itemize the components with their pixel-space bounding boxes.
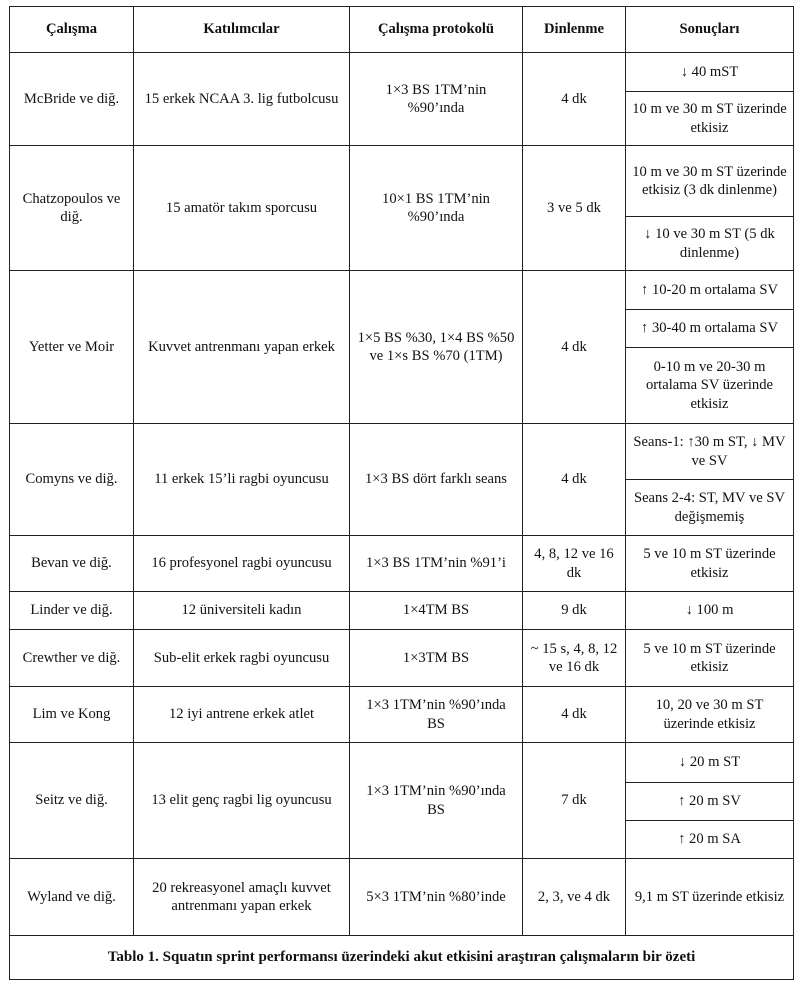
result-cell: ↓ 20 m ST bbox=[626, 743, 794, 783]
protocol-cell: 1×3 1TM’nin %90’ında BS bbox=[350, 743, 523, 859]
table-row bbox=[10, 424, 794, 480]
protocol-cell: 1×3 1TM’nin %90’ında BS bbox=[350, 687, 523, 743]
header-participants: Katılımcılar bbox=[134, 7, 350, 53]
header-study: Çalışma bbox=[10, 7, 134, 53]
table-row bbox=[10, 687, 794, 743]
rest-cell: 4 dk bbox=[523, 271, 626, 424]
participants-cell: Sub-elit erkek ragbi oyuncusu bbox=[134, 630, 350, 687]
table-row bbox=[10, 53, 794, 92]
result-cell: ↑ 10-20 m ortalama SV bbox=[626, 271, 794, 310]
caption-row bbox=[10, 936, 794, 980]
study-cell: Bevan ve diğ. bbox=[10, 536, 134, 592]
participants-cell: 11 erkek 15’li ragbi oyuncusu bbox=[134, 424, 350, 536]
participants-cell: 16 profesyonel ragbi oyuncusu bbox=[134, 536, 350, 592]
rest-cell: 4 dk bbox=[523, 424, 626, 536]
rest-cell: 2, 3, ve 4 dk bbox=[523, 859, 626, 936]
participants-cell: Kuvvet antrenmanı yapan erkek bbox=[134, 271, 350, 424]
study-cell: Wyland ve diğ. bbox=[10, 859, 134, 936]
protocol-cell: 5×3 1TM’nin %80’inde bbox=[350, 859, 523, 936]
result-cell: 0-10 m ve 20-30 m ortalama SV üzerinde etkisiz bbox=[626, 348, 794, 424]
table-caption: Tablo 1. Squatın sprint performansı üzerindeki akut etkisini araştıran çalışmaların bir özeti bbox=[10, 936, 794, 980]
header-rest: Dinlenme bbox=[523, 7, 626, 53]
table-body bbox=[10, 53, 794, 936]
rest-cell: 7 dk bbox=[523, 743, 626, 859]
study-cell: Linder ve diğ. bbox=[10, 592, 134, 630]
table-row bbox=[10, 630, 794, 687]
header-results: Sonuçları bbox=[626, 7, 794, 53]
result-cell: 9,1 m ST üzerinde etkisiz bbox=[626, 859, 794, 936]
result-cell: 10 m ve 30 m ST üzerinde etkisiz (3 dk dinlenme) bbox=[626, 146, 794, 217]
participants-cell: 15 amatör takım sporcusu bbox=[134, 146, 350, 271]
participants-cell: 13 elit genç ragbi lig oyuncusu bbox=[134, 743, 350, 859]
result-cell: ↑ 20 m SA bbox=[626, 821, 794, 859]
study-cell: McBride ve diğ. bbox=[10, 53, 134, 146]
result-cell: ↓ 10 ve 30 m ST (5 dk dinlenme) bbox=[626, 217, 794, 271]
result-cell: ↑ 20 m SV bbox=[626, 783, 794, 821]
result-cell: ↓ 40 mST bbox=[626, 53, 794, 92]
study-cell: Yetter ve Moir bbox=[10, 271, 134, 424]
header-protocol: Çalışma protokolü bbox=[350, 7, 523, 53]
protocol-cell: 1×3 BS 1TM’nin %91’i bbox=[350, 536, 523, 592]
participants-cell: 15 erkek NCAA 3. lig futbolcusu bbox=[134, 53, 350, 146]
protocol-cell: 10×1 BS 1TM’nin %90’ında bbox=[350, 146, 523, 271]
rest-cell: 4 dk bbox=[523, 687, 626, 743]
table-row bbox=[10, 536, 794, 592]
participants-cell: 12 iyi antrene erkek atlet bbox=[134, 687, 350, 743]
study-cell: Seitz ve diğ. bbox=[10, 743, 134, 859]
table-row bbox=[10, 592, 794, 630]
study-cell: Crewther ve diğ. bbox=[10, 630, 134, 687]
header-row bbox=[10, 7, 794, 53]
protocol-cell: 1×3 BS dört farklı seans bbox=[350, 424, 523, 536]
rest-cell: 4, 8, 12 ve 16 dk bbox=[523, 536, 626, 592]
rest-cell: 9 dk bbox=[523, 592, 626, 630]
protocol-cell: 1×3TM BS bbox=[350, 630, 523, 687]
rest-cell: 3 ve 5 dk bbox=[523, 146, 626, 271]
participants-cell: 12 üniversiteli kadın bbox=[134, 592, 350, 630]
result-cell: Seans-1: ↑30 m ST, ↓ MV ve SV bbox=[626, 424, 794, 480]
studies-summary-table bbox=[9, 6, 794, 980]
result-cell: 10 m ve 30 m ST üzerinde etkisiz bbox=[626, 92, 794, 146]
table-row bbox=[10, 146, 794, 217]
result-cell: ↑ 30-40 m ortalama SV bbox=[626, 310, 794, 348]
study-cell: Lim ve Kong bbox=[10, 687, 134, 743]
protocol-cell: 1×5 BS %30, 1×4 BS %50 ve 1×s BS %70 (1TM) bbox=[350, 271, 523, 424]
table-row bbox=[10, 271, 794, 310]
result-cell: Seans 2-4: ST, MV ve SV değişmemiş bbox=[626, 480, 794, 536]
result-cell: 5 ve 10 m ST üzerinde etkisiz bbox=[626, 630, 794, 687]
study-cell: Chatzopoulos ve diğ. bbox=[10, 146, 134, 271]
rest-cell: 4 dk bbox=[523, 53, 626, 146]
table-row bbox=[10, 859, 794, 936]
study-cell: Comyns ve diğ. bbox=[10, 424, 134, 536]
protocol-cell: 1×3 BS 1TM’nin %90’ında bbox=[350, 53, 523, 146]
result-cell: ↓ 100 m bbox=[626, 592, 794, 630]
result-cell: 5 ve 10 m ST üzerinde etkisiz bbox=[626, 536, 794, 592]
rest-cell: ~ 15 s, 4, 8, 12 ve 16 dk bbox=[523, 630, 626, 687]
table-row bbox=[10, 743, 794, 783]
result-cell: 10, 20 ve 30 m ST üzerinde etkisiz bbox=[626, 687, 794, 743]
participants-cell: 20 rekreasyonel amaçlı kuvvet antrenmanı yapan erkek bbox=[134, 859, 350, 936]
protocol-cell: 1×4TM BS bbox=[350, 592, 523, 630]
